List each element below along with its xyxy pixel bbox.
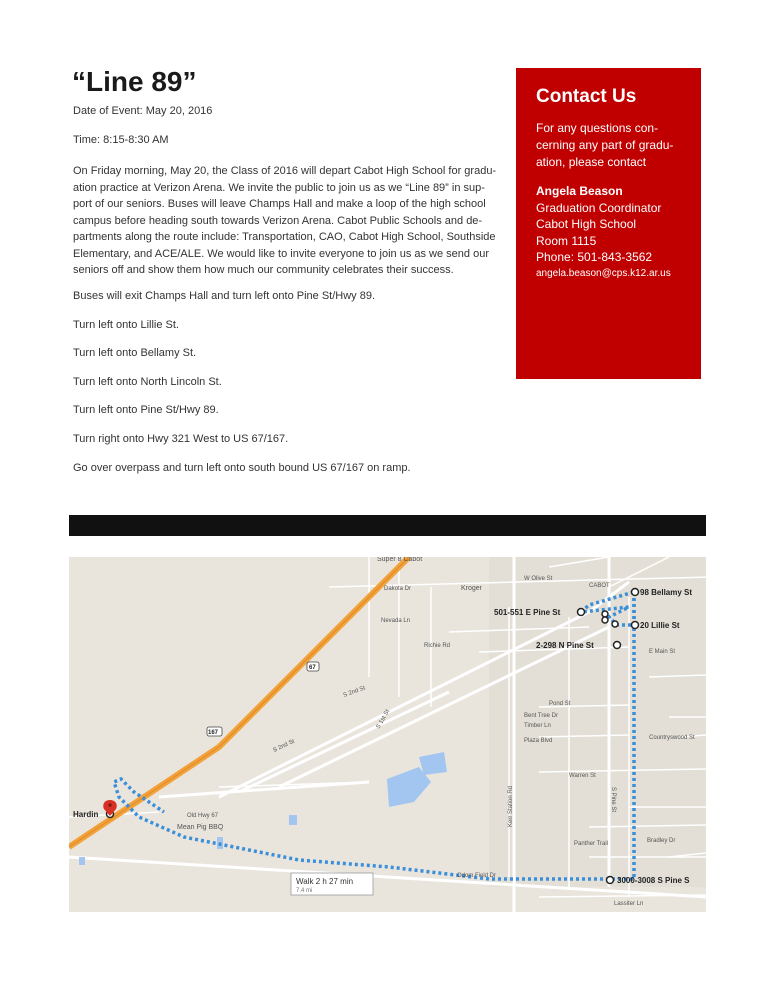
contact-heading: Contact Us <box>536 86 637 107</box>
street-label: W Olive St <box>524 576 553 582</box>
street-label: Bent Tree Dr <box>524 713 559 719</box>
stop-label: Hardin <box>73 810 99 819</box>
stop-label: 2-298 N Pine St <box>536 641 594 650</box>
street-label: Warren St <box>569 773 596 779</box>
walk-info-box[interactable] <box>291 873 373 895</box>
intro-line: ation practice at Verizon Arena. We invite the public to join us as we “Line 89” in sup- <box>73 181 485 194</box>
street-label: Panther Trail <box>574 841 609 847</box>
contact-school: Cabot High School <box>536 217 637 231</box>
street-label: Pond St <box>549 701 571 707</box>
event-time: Time: 8:15-8:30 AM <box>73 134 169 146</box>
street-label: S Pine St <box>610 787 616 813</box>
street-label: Old Hwy 67 <box>187 813 219 819</box>
street-label: Kerr Station Rd <box>508 785 514 827</box>
intro-line: Elementary, and ACE/ALE. We would like to invite everyone to join us as we send our <box>73 247 489 260</box>
street-label: Plaza Blvd <box>524 738 553 744</box>
intro-line: On Friday morning, May 20, the Class of 2016 will depart Cabot High School for gradu- <box>73 165 497 177</box>
stop-marker[interactable] <box>578 609 585 616</box>
contact-intro-line: For any questions con- <box>536 121 659 135</box>
street-label: Lassiter Ln <box>614 901 644 907</box>
stop-marker[interactable] <box>614 642 621 649</box>
event-date: Date of Event: May 20, 2016 <box>73 105 213 117</box>
intro-line: campus before heading south towards Verizon Arena. Cabot Public Schools and de- <box>73 214 483 227</box>
stop-label: 98 Bellamy St <box>640 588 693 597</box>
street-label: S 1st St <box>375 708 392 730</box>
stop-label: 3000-3008 S Pine S <box>617 876 690 885</box>
street-label: Odom Field Dr <box>457 873 497 879</box>
street-label: S 2nd St <box>272 738 296 754</box>
map-label: Mean Pig BBQ <box>177 824 224 831</box>
street-label: Richie Rd <box>424 643 451 649</box>
direction-step: Turn left onto Bellamy St. <box>73 347 197 359</box>
stop-marker[interactable] <box>612 621 618 627</box>
contact-role: Graduation Coordinator <box>536 200 662 215</box>
direction-step: Turn right onto Hwy 321 West to US 67/167. <box>73 433 289 445</box>
intro-paragraph <box>73 163 508 279</box>
street-label: Dakota Dr <box>384 586 412 592</box>
intro-line: seniors off and show them how much our community celebrates their success. <box>73 264 454 276</box>
route-map[interactable] <box>69 557 706 912</box>
contact-phone: Phone: 501-843-3562 <box>536 250 653 264</box>
street-label: E Main St <box>649 649 676 655</box>
contact-intro-line: cerning any part of gradu- <box>536 138 674 152</box>
map-canvas[interactable] <box>69 557 706 912</box>
highway-shield-icon <box>307 662 319 671</box>
shield-label: 67 <box>309 665 316 671</box>
contact-intro <box>536 120 685 171</box>
stop-marker[interactable] <box>607 877 614 884</box>
direction-step: Turn left onto Lillie St. <box>73 319 179 331</box>
highway-shield-icon <box>207 727 222 736</box>
divider-bar <box>69 515 706 536</box>
contact-name: Angela Beason <box>536 184 623 198</box>
street-label: S 2nd St <box>342 685 367 699</box>
map-label: Super 8 Cabot <box>377 557 423 563</box>
stop-label: 501-551 E Pine St <box>494 608 561 617</box>
intro-line: partments along the route include: Transportation, CAO, Cabot High School, Southside <box>73 231 496 243</box>
stop-label: 20 Lillie St <box>640 621 680 630</box>
walk-distance: 7.4 mi <box>296 888 313 894</box>
street-label: Countryswood St <box>649 735 695 741</box>
walk-time: Walk 2 h 27 min <box>296 877 354 886</box>
direction-step: Buses will exit Champs Hall and turn left onto Pine St/Hwy 89. <box>73 290 376 302</box>
intro-line: port of our seniors. Buses will leave Champs Hall and make a loop of the high school <box>73 198 486 210</box>
map-label: Kroger <box>461 585 483 592</box>
contact-intro-line: ation, please contact <box>536 155 647 169</box>
direction-step: Turn left onto North Lincoln St. <box>73 376 222 388</box>
shield-label: 167 <box>208 730 219 736</box>
stop-marker[interactable] <box>602 617 608 623</box>
contact-room: Room 1115 <box>536 233 597 248</box>
contact-email[interactable]: angela.beason@cps.k12.ar.us <box>536 267 671 279</box>
street-label: Nevada Ln <box>381 618 411 624</box>
stop-marker[interactable] <box>602 611 608 617</box>
stop-marker[interactable] <box>632 589 639 596</box>
street-label: Timber Ln <box>524 723 551 729</box>
contact-box <box>516 68 701 379</box>
direction-step: Go over overpass and turn left onto south bound US 67/167 on ramp. <box>73 462 411 474</box>
direction-step: Turn left onto Pine St/Hwy 89. <box>73 404 219 416</box>
stop-marker[interactable] <box>632 622 639 629</box>
street-label: Bradley Dr <box>647 838 676 844</box>
page-title: “Line 89” <box>72 66 197 97</box>
map-label: CABOT <box>589 583 610 589</box>
